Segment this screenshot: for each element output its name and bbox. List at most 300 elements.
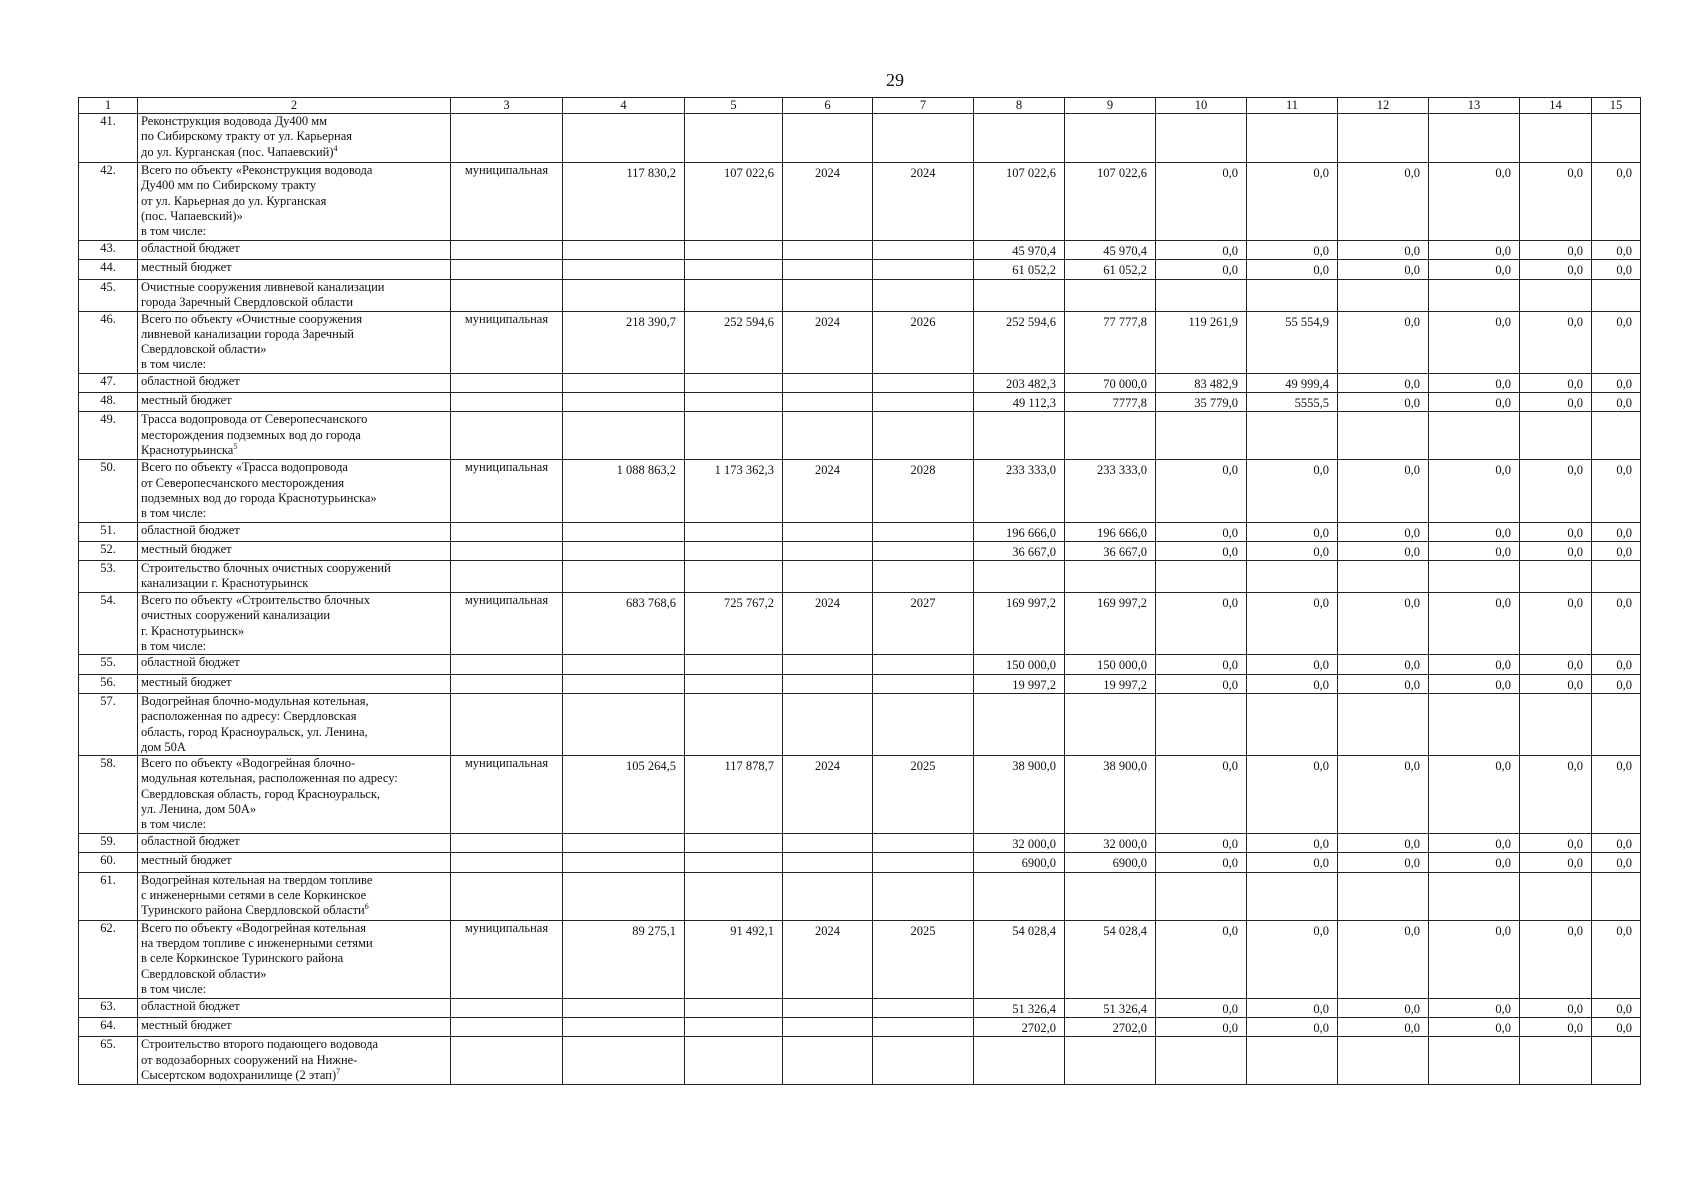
row-description-text: Очистные сооружения ливневой канализации города Заречный Свердловской области: [141, 279, 385, 309]
funding-value-cell: [1520, 541, 1592, 560]
row-description-text: Трасса водопровода от Северопесчанского месторождения подземных вод до города Краснотурьинска: [141, 412, 368, 457]
funding-value-cell-text: 0,0: [1404, 596, 1420, 611]
funding-value-cell-text: 7777,8: [1112, 396, 1147, 411]
funding-value-cell: [1592, 920, 1641, 998]
row-description-text: Всего по объекту «Реконструкция водовода Ду400 мм по Сибирскому тракту от ул. Карьерная до ул. Курганская (пос. Чапаевский)» в том числе:: [141, 163, 373, 239]
funding-value-cell-text: 196 666,0: [1097, 525, 1147, 540]
funding-value-cell-text: 36 667,0: [1012, 544, 1056, 559]
row-number-text: 59.: [100, 834, 116, 849]
funding-value-cell: [1592, 1037, 1641, 1085]
estimated-cost-cell: [563, 541, 685, 560]
funding-value-cell-text: 0,0: [1495, 463, 1511, 478]
estimated-cost-cell: [563, 655, 685, 674]
table-row: [79, 1018, 1641, 1037]
row-description-text: областной бюджет: [141, 998, 240, 1013]
funding-value-cell: [974, 241, 1065, 260]
row-description: [138, 674, 451, 693]
funding-value-cell-text: 0,0: [1222, 677, 1238, 692]
funding-value-cell: [974, 260, 1065, 279]
funding-value-cell-text: 32 000,0: [1103, 837, 1147, 852]
funding-value-cell: [1520, 393, 1592, 412]
row-description-text: Строительство второго подающего водовода от водозаборных сооружений на Нижне- Сысертском водохранилище (2 этап): [141, 1037, 379, 1082]
funding-value-cell: [1156, 593, 1247, 655]
funding-value-cell: [1065, 561, 1156, 593]
funding-value-cell-text: 0,0: [1616, 923, 1632, 938]
column-header: 4: [563, 98, 685, 114]
funding-value-cell: [1156, 460, 1247, 522]
funding-value-cell: [1592, 853, 1641, 872]
row-number: [79, 522, 138, 541]
funding-value-cell-text: 0,0: [1495, 837, 1511, 852]
funding-value-cell-text: 0,0: [1567, 856, 1583, 871]
funding-value-cell: [1338, 541, 1429, 560]
table-row: [79, 756, 1641, 834]
table-row: [79, 655, 1641, 674]
estimated-cost-cell: [563, 522, 685, 541]
funding-value-cell-text: 0,0: [1616, 658, 1632, 673]
end-year-cell: [873, 674, 974, 693]
funding-value-cell: [1156, 393, 1247, 412]
total-cost-cell: [685, 522, 783, 541]
table-row: [79, 412, 1641, 460]
column-header: 13: [1429, 98, 1520, 114]
funding-value-cell: [1247, 373, 1338, 392]
funding-value-cell-text: 0,0: [1616, 677, 1632, 692]
funding-value-cell: [974, 522, 1065, 541]
funding-value-cell-text: 169 997,2: [1097, 596, 1147, 611]
funding-value-cell: [1065, 412, 1156, 460]
funding-value-cell-text: 0,0: [1222, 166, 1238, 180]
funding-value-cell: [974, 872, 1065, 920]
funding-value-cell: [1156, 114, 1247, 163]
end-year-cell: [873, 279, 974, 311]
funding-value-cell: [1429, 998, 1520, 1017]
funding-value-cell-text: 0,0: [1567, 923, 1583, 938]
funding-value-cell: [1429, 241, 1520, 260]
start-year-cell: [783, 998, 873, 1017]
funding-value-cell: [1429, 756, 1520, 834]
funding-value-cell: [1247, 260, 1338, 279]
ownership-type-cell-text: муниципальная: [464, 756, 549, 771]
table-row: [79, 373, 1641, 392]
row-number-text: 44.: [100, 260, 116, 275]
funding-value-cell: [1065, 853, 1156, 872]
funding-value-cell-text: 45 970,4: [1103, 244, 1147, 258]
funding-value-cell: [1065, 260, 1156, 279]
row-description-text: областной бюджет: [141, 241, 240, 255]
funding-value-cell: [1592, 393, 1641, 412]
funding-value-cell: [1156, 241, 1247, 260]
funding-value-cell: [1065, 674, 1156, 693]
total-cost-cell: [685, 241, 783, 260]
estimated-cost-cell: [563, 674, 685, 693]
funding-value-cell: [1429, 834, 1520, 853]
funding-value-cell-text: 169 997,2: [1006, 596, 1056, 611]
row-description-text: Всего по объекту «Строительство блочных очистных сооружений канализации г. Краснотурьинск» в том числе:: [141, 593, 370, 654]
funding-value-cell: [1065, 241, 1156, 260]
row-number-text: 53.: [100, 561, 116, 576]
ownership-type-cell: [451, 393, 563, 412]
funding-value-cell: [1520, 373, 1592, 392]
funding-value-cell: [1338, 693, 1429, 755]
funding-value-cell: [1520, 311, 1592, 373]
funding-value-cell: [1338, 522, 1429, 541]
end-year-cell: [873, 541, 974, 560]
funding-value-cell: [1338, 998, 1429, 1017]
row-description: [138, 279, 451, 311]
total-cost-cell: [685, 561, 783, 593]
funding-value-cell: [1520, 756, 1592, 834]
ownership-type-cell: [451, 279, 563, 311]
funding-value-cell-text: 0,0: [1567, 166, 1583, 180]
funding-value-cell-text: 0,0: [1567, 759, 1583, 774]
estimated-cost-cell: [563, 834, 685, 853]
funding-value-cell-text: 6900,0: [1112, 856, 1147, 871]
start-year-cell: [783, 279, 873, 311]
row-description-text: Водогрейная котельная на твердом топливе с инженерными сетями в селе Коркинское Туринского района Свердловской области: [141, 872, 373, 918]
funding-value-cell: [1247, 522, 1338, 541]
funding-value-cell: [1520, 693, 1592, 755]
column-header: 9: [1065, 98, 1156, 114]
start-year-cell: [783, 373, 873, 392]
table-row: [79, 260, 1641, 279]
funding-value-cell: [1520, 260, 1592, 279]
table-row: [79, 674, 1641, 693]
estimated-cost-cell: [563, 373, 685, 392]
end-year-cell: [873, 655, 974, 674]
funding-value-cell: [1156, 260, 1247, 279]
funding-value-cell-text: 0,0: [1404, 396, 1420, 411]
funding-value-cell-text: 0,0: [1404, 376, 1420, 391]
estimated-cost-cell: [563, 1037, 685, 1085]
end-year-cell-text: 2028: [910, 463, 936, 478]
end-year-cell: [873, 163, 974, 241]
funding-value-cell-text: 0,0: [1616, 856, 1632, 871]
end-year-cell: [873, 593, 974, 655]
total-cost-cell: [685, 1037, 783, 1085]
funding-value-cell-text: 0,0: [1567, 658, 1583, 673]
funding-value-cell-text: 0,0: [1616, 263, 1632, 278]
funding-value-cell: [1065, 279, 1156, 311]
funding-value-cell-text: 0,0: [1404, 463, 1420, 478]
estimated-cost-cell: [563, 756, 685, 834]
funding-value-cell-text: 0,0: [1495, 314, 1511, 329]
funding-value-cell: [1156, 373, 1247, 392]
row-number-text: 63.: [100, 998, 116, 1013]
funding-value-cell: [1156, 1018, 1247, 1037]
row-description: [138, 998, 451, 1017]
row-number-text: 47.: [100, 373, 116, 388]
start-year-cell: [783, 1037, 873, 1085]
row-number: [79, 311, 138, 373]
start-year-cell: [783, 693, 873, 755]
funding-value-cell-text: 107 022,6: [1006, 166, 1056, 180]
total-cost-cell: [685, 998, 783, 1017]
funding-value-cell: [1520, 998, 1592, 1017]
funding-value-cell: [1338, 655, 1429, 674]
funding-value-cell-text: 70 000,0: [1103, 376, 1147, 391]
total-cost-cell: [685, 279, 783, 311]
start-year-cell: [783, 561, 873, 593]
funding-value-cell: [1338, 853, 1429, 872]
ownership-type-cell: [451, 756, 563, 834]
funding-value-cell: [1592, 260, 1641, 279]
funding-value-cell: [1429, 460, 1520, 522]
row-description: [138, 834, 451, 853]
row-description: [138, 241, 451, 260]
funding-value-cell-text: 0,0: [1495, 1021, 1511, 1036]
funding-value-cell: [1247, 756, 1338, 834]
funding-value-cell-text: 0,0: [1313, 263, 1329, 278]
funding-value-cell-text: 0,0: [1616, 244, 1632, 258]
funding-value-cell: [1156, 756, 1247, 834]
row-number: [79, 541, 138, 560]
funding-value-cell: [1247, 241, 1338, 260]
table-row: [79, 872, 1641, 920]
table-row: [79, 522, 1641, 541]
funding-value-cell-text: 0,0: [1495, 396, 1511, 411]
row-number: [79, 593, 138, 655]
funding-value-cell-text: 0,0: [1495, 759, 1511, 774]
total-cost-cell: [685, 693, 783, 755]
funding-value-cell: [1065, 393, 1156, 412]
row-number: [79, 260, 138, 279]
funding-value-cell: [974, 1037, 1065, 1085]
footnote-marker: 6: [364, 902, 369, 912]
funding-value-cell: [1520, 834, 1592, 853]
end-year-cell: [873, 311, 974, 373]
funding-value-cell: [1247, 311, 1338, 373]
funding-value-cell-text: 0,0: [1313, 244, 1329, 258]
total-cost-cell: [685, 834, 783, 853]
funding-value-cell: [1247, 853, 1338, 872]
ownership-type-cell: [451, 674, 563, 693]
funding-value-cell-text: 119 261,9: [1188, 314, 1238, 329]
funding-value-cell: [1247, 460, 1338, 522]
estimated-cost-cell: [563, 593, 685, 655]
funding-value-cell-text: 0,0: [1567, 596, 1583, 611]
funding-value-cell-text: 0,0: [1313, 525, 1329, 540]
column-header: 14: [1520, 98, 1592, 114]
row-number-text: 57.: [100, 693, 116, 708]
estimated-cost-cell-text: 218 390,7: [626, 314, 676, 329]
funding-value-cell-text: 0,0: [1313, 923, 1329, 938]
end-year-cell: [873, 373, 974, 392]
column-header: 6: [783, 98, 873, 114]
ownership-type-cell-text: муниципальная: [464, 163, 549, 177]
funding-value-cell-text: 107 022,6: [1097, 166, 1147, 180]
funding-value-cell: [1338, 1018, 1429, 1037]
row-description-text: Всего по объекту «Водогрейная котельная на твердом топливе с инженерными сетями в селе Коркинское Туринского района Свердловской области» в том числе:: [141, 920, 373, 996]
table-row: [79, 1037, 1641, 1085]
column-header: 8: [974, 98, 1065, 114]
funding-value-cell-text: 0,0: [1616, 166, 1632, 180]
funding-value-cell-text: 150 000,0: [1097, 658, 1147, 673]
start-year-cell: [783, 655, 873, 674]
row-number: [79, 920, 138, 998]
estimated-cost-cell: [563, 393, 685, 412]
funding-value-cell-text: 0,0: [1495, 244, 1511, 258]
funding-value-cell: [1247, 561, 1338, 593]
funding-value-cell-text: 0,0: [1404, 923, 1420, 938]
funding-value-cell: [1429, 593, 1520, 655]
end-year-cell: [873, 853, 974, 872]
end-year-cell: [873, 522, 974, 541]
funding-value-cell-text: 0,0: [1313, 1001, 1329, 1016]
end-year-cell-text: 2025: [910, 759, 936, 774]
row-number-text: 48.: [100, 393, 116, 408]
funding-value-cell: [1520, 593, 1592, 655]
row-description: [138, 920, 451, 998]
funding-value-cell: [1592, 114, 1641, 163]
row-number-text: 65.: [100, 1037, 116, 1052]
funding-value-cell: [1592, 561, 1641, 593]
funding-value-cell: [1592, 998, 1641, 1017]
funding-value-cell-text: 0,0: [1495, 596, 1511, 611]
start-year-cell: [783, 853, 873, 872]
funding-value-cell-text: 55 554,9: [1285, 314, 1329, 329]
start-year-cell: [783, 311, 873, 373]
funding-value-cell: [1520, 1037, 1592, 1085]
estimated-cost-cell: [563, 163, 685, 241]
funding-value-cell-text: 0,0: [1567, 244, 1583, 258]
funding-value-cell: [1247, 998, 1338, 1017]
table-row: [79, 593, 1641, 655]
funding-value-cell: [1247, 674, 1338, 693]
row-description-text: местный бюджет: [141, 260, 232, 275]
funding-value-cell: [1065, 756, 1156, 834]
estimated-cost-cell-text: 683 768,6: [626, 596, 676, 611]
row-number-text: 46.: [100, 311, 116, 326]
funding-value-cell: [974, 655, 1065, 674]
funding-value-cell: [1429, 872, 1520, 920]
row-description: [138, 311, 451, 373]
estimated-cost-cell: [563, 1018, 685, 1037]
funding-value-cell-text: 0,0: [1567, 837, 1583, 852]
row-number: [79, 693, 138, 755]
funding-value-cell-text: 0,0: [1404, 759, 1420, 774]
start-year-cell-text: 2024: [815, 166, 840, 180]
funding-value-cell-text: 0,0: [1616, 376, 1632, 391]
funding-value-cell-text: 61 052,2: [1012, 263, 1056, 278]
estimated-cost-cell-text: 89 275,1: [632, 923, 676, 938]
funding-value-cell: [1520, 412, 1592, 460]
table-row: [79, 460, 1641, 522]
funding-value-cell: [1592, 311, 1641, 373]
column-header: 11: [1247, 98, 1338, 114]
funding-value-cell: [1429, 674, 1520, 693]
table-row: [79, 163, 1641, 241]
funding-value-cell: [1520, 114, 1592, 163]
row-number: [79, 756, 138, 834]
funding-value-cell-text: 0,0: [1313, 596, 1329, 611]
funding-value-cell: [1592, 674, 1641, 693]
funding-value-cell-text: 150 000,0: [1006, 658, 1056, 673]
row-description-text: областной бюджет: [141, 373, 240, 388]
row-description-text: местный бюджет: [141, 853, 232, 868]
end-year-cell: [873, 834, 974, 853]
funding-value-cell: [1156, 561, 1247, 593]
funding-value-cell-text: 54 028,4: [1012, 923, 1056, 938]
funding-value-cell-text: 0,0: [1616, 759, 1632, 774]
funding-value-cell: [1520, 674, 1592, 693]
funding-value-cell-text: 0,0: [1222, 856, 1238, 871]
funding-value-cell: [1592, 279, 1641, 311]
funding-value-cell: [1156, 655, 1247, 674]
header-row: [79, 98, 1641, 114]
estimated-cost-cell: [563, 998, 685, 1017]
row-number: [79, 561, 138, 593]
funding-value-cell: [1065, 1018, 1156, 1037]
funding-value-cell-text: 0,0: [1616, 1021, 1632, 1036]
funding-value-cell: [1429, 260, 1520, 279]
total-cost-cell: [685, 920, 783, 998]
funding-value-cell-text: 0,0: [1567, 463, 1583, 478]
funding-value-cell: [1338, 241, 1429, 260]
funding-value-cell: [1156, 998, 1247, 1017]
funding-value-cell-text: 6900,0: [1021, 856, 1056, 871]
funding-value-cell-text: 0,0: [1616, 596, 1632, 611]
funding-value-cell: [974, 834, 1065, 853]
funding-value-cell: [1065, 693, 1156, 755]
row-number-text: 45.: [100, 279, 116, 294]
estimated-cost-cell-text: 117 830,2: [626, 166, 676, 180]
funding-value-cell: [1429, 311, 1520, 373]
funding-value-cell: [1065, 834, 1156, 853]
ownership-type-cell: [451, 522, 563, 541]
estimated-cost-cell: [563, 853, 685, 872]
end-year-cell: [873, 412, 974, 460]
funding-value-cell: [974, 756, 1065, 834]
funding-value-cell: [1429, 853, 1520, 872]
funding-value-cell: [1156, 834, 1247, 853]
funding-value-cell-text: 0,0: [1404, 244, 1420, 258]
funding-value-cell: [1065, 311, 1156, 373]
funding-value-cell-text: 36 667,0: [1103, 544, 1147, 559]
funding-value-cell: [1429, 655, 1520, 674]
funding-value-cell-text: 0,0: [1616, 1001, 1632, 1016]
row-number-text: 64.: [100, 1018, 116, 1033]
row-description: [138, 522, 451, 541]
start-year-cell: [783, 163, 873, 241]
start-year-cell: [783, 393, 873, 412]
funding-value-cell-text: 0,0: [1567, 396, 1583, 411]
column-header: 15: [1592, 98, 1641, 114]
funding-value-cell-text: 0,0: [1567, 376, 1583, 391]
funding-value-cell: [1247, 1037, 1338, 1085]
ownership-type-cell: [451, 593, 563, 655]
funding-value-cell-text: 0,0: [1616, 463, 1632, 478]
column-header: 5: [685, 98, 783, 114]
funding-value-cell-text: 0,0: [1404, 677, 1420, 692]
ownership-type-cell: [451, 655, 563, 674]
row-number: [79, 1018, 138, 1037]
row-number-text: 60.: [100, 853, 116, 868]
row-number-text: 61.: [100, 872, 116, 887]
funding-value-cell: [974, 1018, 1065, 1037]
funding-value-cell: [1338, 412, 1429, 460]
funding-value-cell-text: 0,0: [1404, 856, 1420, 871]
ownership-type-cell: [451, 373, 563, 392]
end-year-cell: [873, 872, 974, 920]
total-cost-cell: [685, 853, 783, 872]
funding-value-cell-text: 0,0: [1495, 525, 1511, 540]
start-year-cell: [783, 260, 873, 279]
funding-value-cell: [1065, 1037, 1156, 1085]
table-row: [79, 998, 1641, 1017]
ownership-type-cell: [451, 460, 563, 522]
funding-value-cell-text: 0,0: [1616, 544, 1632, 559]
